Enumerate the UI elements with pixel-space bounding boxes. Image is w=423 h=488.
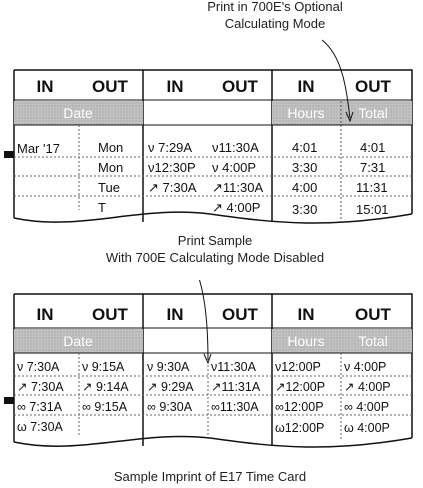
cell: ν 9:30A <box>147 360 190 374</box>
day-cell: Tue <box>98 180 120 195</box>
subheader-hours: Hours <box>287 333 325 349</box>
table-row <box>17 360 386 374</box>
cell: ν 9:15A <box>82 360 125 374</box>
header-out-1: OUT <box>92 305 128 324</box>
table-row <box>17 380 391 394</box>
cell: ↗11:31A <box>211 380 261 394</box>
header-out-2: OUT <box>222 305 258 324</box>
table-row <box>17 400 389 414</box>
out-cell: ↗ 4:00P <box>212 200 261 215</box>
cell: ν12:00P <box>275 360 321 374</box>
cell: ↗ 9:29A <box>147 380 194 394</box>
subheader-hours: Hours <box>287 105 325 121</box>
cell: ω 4:00P <box>344 421 390 435</box>
cell: ν11:30A <box>211 360 256 374</box>
hours-cell: 4:00 <box>292 180 318 195</box>
header-out-1: OUT <box>92 77 128 96</box>
header-in-3: IN <box>297 77 315 96</box>
header-out-3: OUT <box>355 77 391 96</box>
day-cell: Mon <box>98 160 124 175</box>
subheader-total: Total <box>358 333 388 349</box>
cell: ∞ 7:31A <box>17 400 63 414</box>
header-in-2: IN <box>166 305 184 324</box>
top-caption-line2: Calculating Mode <box>224 16 326 31</box>
cell: ν 7:30A <box>17 360 60 374</box>
cell: ∞12:00P <box>275 400 324 414</box>
time-card-disabled <box>0 280 423 460</box>
out-cell: ν11:30A <box>212 140 259 155</box>
header-out-3: OUT <box>355 305 391 324</box>
row-marker <box>4 397 14 404</box>
in-cell: ↗ 7:30A <box>148 180 197 195</box>
total-cell: 4:01 <box>360 140 386 155</box>
cell: ν 4:00P <box>344 360 387 374</box>
out-cell: ↗11:30A <box>212 180 264 195</box>
cell: ∞ 4:00P <box>344 400 390 414</box>
cell: ω12:00P <box>275 421 325 435</box>
cell: ω 7:30A <box>17 420 63 434</box>
header-in-1: IN <box>36 77 54 96</box>
middle-caption-line2: With 700E Calculating Mode Disabled <box>105 250 325 265</box>
total-cell: 7:31 <box>360 160 386 175</box>
torn-edge <box>14 436 412 447</box>
time-card-calculating <box>0 0 423 230</box>
cell: ↗12:00P <box>275 380 326 394</box>
bottom-caption <box>60 468 360 485</box>
date-cell: Mar '17 <box>17 141 60 156</box>
subheader-date: Date <box>63 333 93 349</box>
in-cell: ν 7:29A <box>148 140 193 155</box>
cell: ∞ 9:15A <box>82 400 128 414</box>
header-in-1: IN <box>36 305 54 324</box>
cell: ∞ 9:30A <box>147 400 193 414</box>
hours-cell: 3:30 <box>292 160 318 175</box>
cell: ↗ 9:14A <box>82 380 129 394</box>
middle-caption-line1: Print Sample <box>177 233 253 248</box>
out-cell: ν 4:00P <box>212 160 257 175</box>
row-marker <box>4 151 14 158</box>
bottom-caption-text: Sample Imprint of E17 Time Card <box>113 469 307 484</box>
top-caption-line1: Print in 700E's Optional <box>207 0 343 14</box>
cell: ↗ 7:30A <box>17 380 64 394</box>
header-out-2: OUT <box>222 77 258 96</box>
callout-arrow <box>196 280 208 360</box>
hours-cell: 4:01 <box>292 140 318 155</box>
total-cell: 15:01 <box>356 202 389 217</box>
middle-caption <box>70 232 360 266</box>
day-cell: Mon <box>98 140 124 155</box>
table-row <box>17 140 385 156</box>
cell: ↗ 4:00P <box>344 380 391 394</box>
table-row <box>98 160 385 175</box>
cell: ∞11:30A <box>211 400 259 414</box>
total-cell: 11:31 <box>356 180 388 195</box>
table-row <box>17 420 390 435</box>
table-row <box>98 180 388 195</box>
hours-cell: 3:30 <box>292 202 318 217</box>
in-cell: ν12:30P <box>148 160 196 175</box>
subheader-date: Date <box>63 105 93 121</box>
day-cell: T <box>98 200 106 215</box>
header-in-3: IN <box>297 305 315 324</box>
subheader-total: Total <box>358 105 388 121</box>
header-in-2: IN <box>166 77 184 96</box>
